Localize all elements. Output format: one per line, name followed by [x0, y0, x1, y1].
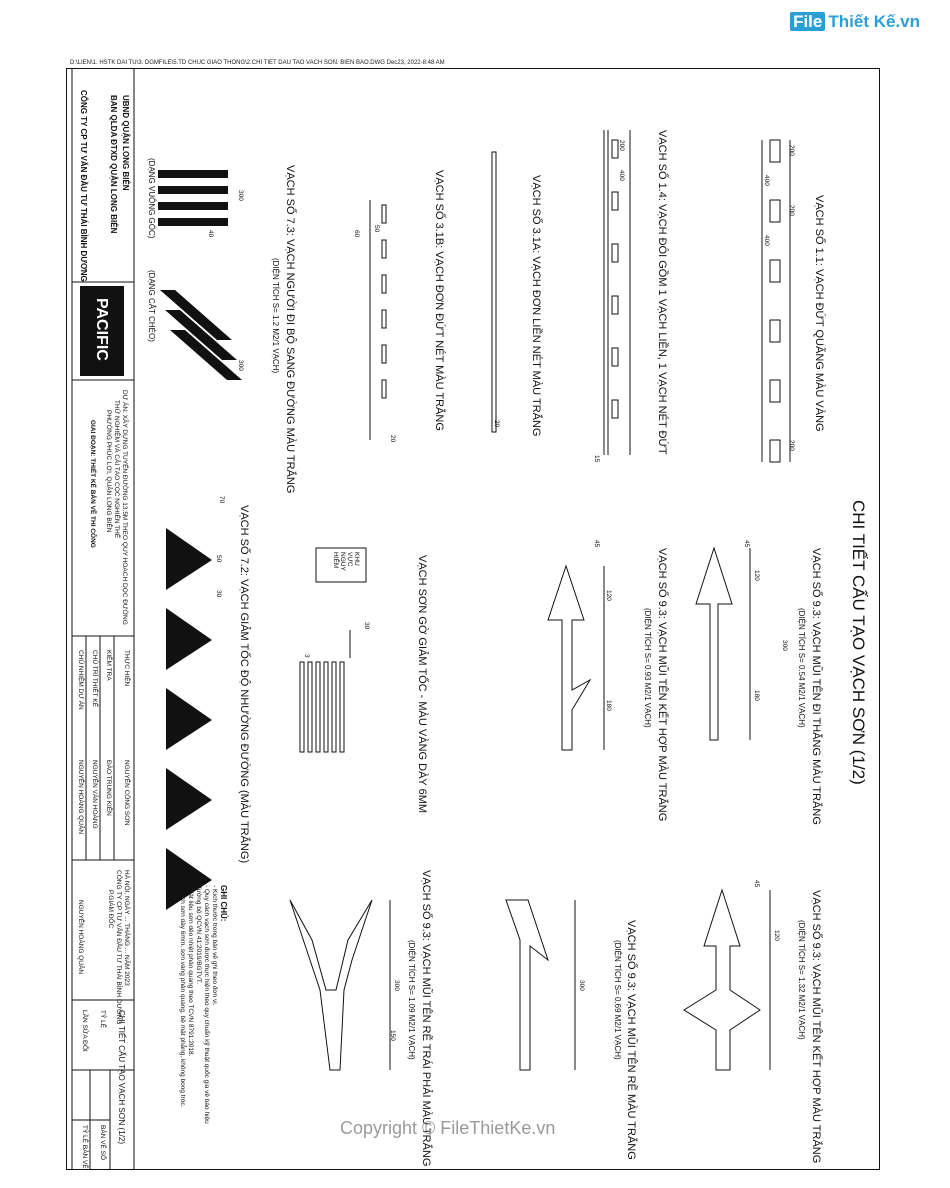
project-line-2: THỬ NGHIỆM VÀ CẢI TẠO CỌC NGHIÊN THỂ [113, 400, 120, 539]
dim-20-a: 20 [493, 420, 500, 428]
dim-50-a: 50 [373, 225, 380, 233]
title-v93d: VẠCH SỐ 9.3: VẠCH MŨI TÊN RẼ MÀU TRẮNG [625, 920, 637, 1160]
dim-300-d: 300 [578, 980, 585, 991]
area-v93c: (DIỆN TÍCH S= 1.32 M2/1 VẠCH) [797, 920, 806, 1040]
role-3: CHỦ TRÌ THIẾT KẾ [91, 650, 98, 708]
sheet-count-label: TỶ LỆ BẢN VẼ [81, 1125, 88, 1169]
role-4: CHỦ NHIỆM DỰ ÁN [77, 650, 84, 710]
consultant: CÔNG TY CP TƯ VẤN ĐẦU TƯ THÁI BÌNH DƯƠNG [79, 90, 88, 282]
file-path: D:\LIEN\1. HSTK DAI TU\3. DGMFILE\5.TD CHUC GIAO THONG\2.CHI TIET DAU TAO VACH SON. BIEN BAO.DWG Dec23, 2022-8:48 AM [70, 60, 445, 66]
dim-300-e: 300 [393, 980, 400, 991]
dim-300-a: 300 [237, 190, 244, 201]
company-line-2: CÔNG TY CP TƯ VẤN ĐẦU TƯ THÁI BÌNH DƯƠNG [115, 870, 122, 1025]
title-v93b: VẠCH SỐ 9.3: VẠCH MŨI TÊN KẾT HỢP MÀU TRẮNG [656, 548, 668, 822]
brand-name: Thiết Kế [828, 12, 896, 31]
label-danger-zone: KHU VỰC NGUY HIỂM [332, 552, 360, 571]
dim-30-b: 30 [363, 622, 370, 630]
dim-60: 60 [353, 230, 360, 238]
dim-120-a: 120 [753, 570, 760, 581]
dim-20-b: 20 [389, 435, 396, 443]
notes-line-1: - Kích thước trong bản vẽ ghi theo đơn vị. [211, 885, 218, 1006]
pacific-logo [80, 286, 124, 376]
project-phase: GIAI ĐOẠN: THIẾT KẾ BẢN VẼ THI CÔNG [89, 420, 96, 548]
logo-text: PACIFIC [93, 298, 110, 361]
company-line-1: HÀ NỘI, NGÀY ... THÁNG ... NĂM 2023 [123, 870, 130, 986]
area-v73: (DIỆN TÍCH S= 1.2 M2/1 VẠCH) [271, 258, 280, 374]
dim-400-b: 400 [763, 235, 770, 246]
title-speed-bump: VẠCH SƠN GỜ GIẢM TỐC - MÀU VÀNG DÀY 6MM [416, 555, 428, 814]
dim-50-b: 50 [215, 555, 222, 563]
area-v93e: (DIỆN TÍCH S= 1.09 M2/1 VẠCH) [407, 940, 416, 1060]
dim-3: 3 [303, 654, 310, 658]
dim-200-d: 200 [618, 140, 625, 151]
title-v11: VẠCH SỐ 1.1: VẠCH ĐỨT QUÃNG MÀU VÀNG [813, 195, 825, 432]
dim-200-c: 200 [788, 440, 795, 451]
area-v93b: (DIỆN TÍCH S= 0.93 M2/1 VẠCH) [643, 608, 652, 728]
company-sign: NGUYỄN HOÀNG QUÂN [77, 900, 84, 975]
label-v73-square: (DẠNG VUÔNG GÓC) [147, 158, 156, 239]
dim-15: 15 [593, 455, 600, 463]
dim-400-d: 400 [618, 170, 625, 181]
dim-45-b: 45 [593, 540, 600, 548]
title-v14: VẠCH SỐ 1.4: VẠCH ĐÔI GỒM 1 VẠCH LIỀN, 1 VẠCH NÉT ĐỨT [656, 130, 668, 455]
owner-2: BAN QLDA ĐTXD QUẬN LONG BIÊN [109, 95, 118, 234]
dim-40-a: 40 [207, 230, 214, 238]
dim-180-a: 180 [753, 690, 760, 701]
dim-200-b: 200 [788, 205, 795, 216]
scale-label: TỶ LỆ [99, 1010, 106, 1029]
dim-200-a: 200 [788, 145, 795, 156]
dim-45-c: 45 [753, 880, 760, 888]
title-v93a: VẠCH SỐ 9.3: VẠCH MŨI TÊN ĐI THẲNG MÀU TRẮNG [810, 548, 822, 825]
brand-box: File [790, 12, 825, 31]
notes-line-4: - Vật liệu sơn dẻo nhiệt phản quang theo TCVN 8791:2018. [187, 885, 194, 1057]
brand-suffix: .vn [895, 12, 920, 31]
name-1: NGUYỄN CÔNG SƠN [123, 760, 130, 826]
dim-120-b: 120 [605, 590, 612, 601]
title-v31a: VẠCH SỐ 3.1A: VẠCH ĐƠN LIỀN NÉT MÀU TRẮNG [530, 175, 542, 437]
dim-300-b: 300 [237, 360, 244, 371]
name-2: ĐÀO TRUNG KIÊN [105, 760, 112, 816]
notes-line-5: - Vạch sơn dày 6mm, sơn vàng phản quang, bề mặt phẳng, không bong tróc. [179, 885, 186, 1108]
dim-150: 150 [389, 1030, 396, 1041]
name-3: NGUYỄN VĂN HOÀNG [91, 760, 98, 829]
sheet-title: CHI TIẾT CẤU TẠO VẠCH SƠN (1/2) [849, 500, 868, 785]
notes-title: GHI CHÚ: [219, 885, 228, 922]
dim-30-a: 30 [215, 590, 222, 598]
title-v31b: VẠCH SỐ 3.1B: VẠCH ĐƠN ĐỨT NÉT MÀU TRẮNG [433, 170, 445, 431]
notes-line-3: đường bộ QCVN 41:2019/BGTVT. [195, 885, 202, 984]
role-2: KIỂM TRA [105, 650, 112, 681]
area-v93a: (DIỆN TÍCH S= 0.54 M2/1 VẠCH) [797, 608, 806, 728]
dim-70: 70 [218, 496, 225, 504]
copyright-watermark: Copyright © FileThietKe.vn [340, 1118, 556, 1138]
title-v93c: VẠCH SỐ 9.3: VẠCH MŨI TÊN KẾT HỢP MÀU TRẮNG [810, 890, 822, 1164]
label-v73-diagonal: (DẠNG CẮT CHÉO) [147, 270, 156, 342]
sheet-no-label: BẢN VẼ SỐ [99, 1125, 106, 1161]
company-line-3: P.GIÁM ĐỐC [107, 890, 114, 929]
project-line-3: PHƯỜNG PHÚC LỢI, QUẬN LONG BIÊN [105, 410, 112, 533]
name-4: NGUYỄN HOÀNG QUÂN [77, 760, 84, 835]
title-v72: VẠCH SỐ 7.2: VẠCH GIẢM TỐC ĐỘ NHƯỜNG ĐƯỜNG (MÀU TRẮNG) [238, 505, 250, 864]
owner-1: UBND QUẬN LONG BIÊN [121, 95, 130, 191]
area-v93d: (DIỆN TÍCH S= 0.69 M2/1 VẠCH) [613, 940, 622, 1060]
drawing-title: CHI TIẾT CẤU TẠO VẠCH SƠN (1/2) [117, 1010, 126, 1144]
revision-label: LẦN SỬA ĐỔI [81, 1010, 88, 1052]
dim-180-b: 180 [605, 700, 612, 711]
dim-400-a: 400 [763, 175, 770, 186]
notes-line-2: - Quy cách vạch sơn được thực hiện theo quy chuẩn kỹ thuật quốc gia về báo hiệu [203, 885, 210, 1124]
project-line-1: DỰ ÁN: XÂY DỰNG TUYẾN ĐƯỜNG 13.5M THEO QUY HOẠCH DỌC ĐƯỜNG [121, 390, 128, 625]
title-v93e: VẠCH SỐ 9.3: VẠCH MŨI TÊN RẼ TRÁI PHẢI MÀU TRẮNG [420, 870, 432, 1167]
dim-45-a: 45 [743, 540, 750, 548]
role-1: THỰC HIỆN [123, 650, 130, 687]
dim-300-c: 300 [781, 640, 788, 651]
title-v73: VẠCH SỐ 7.3: VẠCH NGƯỜI ĐI BỘ SANG ĐƯỜNG MÀU TRẮNG [284, 165, 296, 494]
dim-120-c: 120 [773, 930, 780, 941]
